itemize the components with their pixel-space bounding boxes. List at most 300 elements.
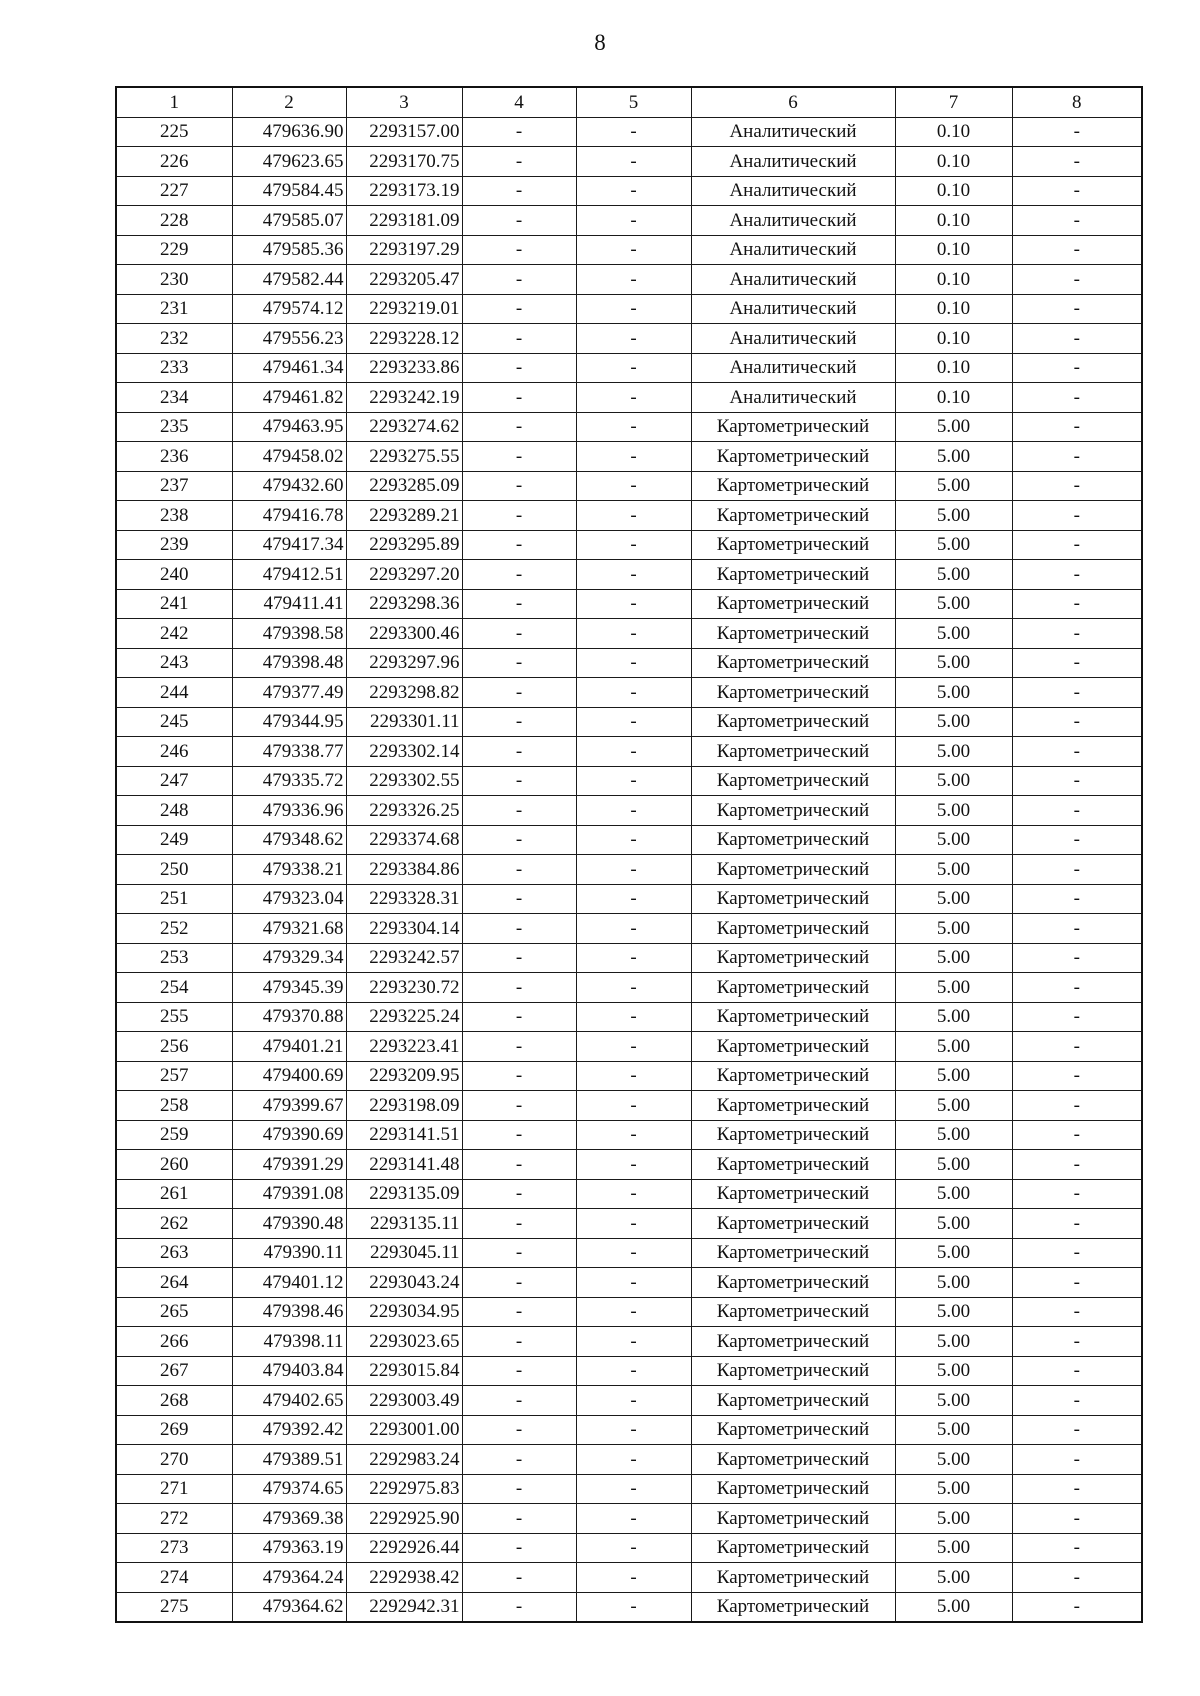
y-coordinate-cell: 2293302.55 <box>346 766 462 796</box>
method-cell: Аналитический <box>691 383 895 413</box>
col4-cell: - <box>462 1209 576 1239</box>
y-coordinate-cell: 2293297.96 <box>346 648 462 678</box>
method-cell: Картометрический <box>691 1386 895 1416</box>
accuracy-cell: 5.00 <box>895 1297 1012 1327</box>
accuracy-cell: 5.00 <box>895 1445 1012 1475</box>
table-row <box>116 1327 1142 1357</box>
table-row <box>116 914 1142 944</box>
point-number-cell: 263 <box>116 1238 232 1268</box>
col5-cell: - <box>576 1474 691 1504</box>
col4-cell: - <box>462 648 576 678</box>
method-cell: Картометрический <box>691 471 895 501</box>
col5-cell: - <box>576 914 691 944</box>
col8-cell: - <box>1012 1002 1142 1032</box>
x-coordinate-cell: 479336.96 <box>232 796 346 826</box>
col8-cell: - <box>1012 1533 1142 1563</box>
col4-cell: - <box>462 1533 576 1563</box>
y-coordinate-cell: 2293219.01 <box>346 294 462 324</box>
col8-cell: - <box>1012 471 1142 501</box>
col8-cell: - <box>1012 1356 1142 1386</box>
col5-cell: - <box>576 707 691 737</box>
table-row <box>116 766 1142 796</box>
table-row <box>116 265 1142 295</box>
col4-cell: - <box>462 1504 576 1534</box>
x-coordinate-cell: 479374.65 <box>232 1474 346 1504</box>
table-row <box>116 825 1142 855</box>
table-row <box>116 1386 1142 1416</box>
method-cell: Картометрический <box>691 1504 895 1534</box>
x-coordinate-cell: 479556.23 <box>232 324 346 354</box>
col5-cell: - <box>576 796 691 826</box>
table-row <box>116 589 1142 619</box>
accuracy-cell: 0.10 <box>895 206 1012 236</box>
col8-cell: - <box>1012 324 1142 354</box>
table-row <box>116 1297 1142 1327</box>
x-coordinate-cell: 479402.65 <box>232 1386 346 1416</box>
y-coordinate-cell: 2293301.11 <box>346 707 462 737</box>
table-row <box>116 1150 1142 1180</box>
col4-cell: - <box>462 147 576 177</box>
y-coordinate-cell: 2293045.11 <box>346 1238 462 1268</box>
method-cell: Картометрический <box>691 1150 895 1180</box>
col8-cell: - <box>1012 1445 1142 1475</box>
table-row <box>116 737 1142 767</box>
x-coordinate-cell: 479461.34 <box>232 353 346 383</box>
point-number-cell: 248 <box>116 796 232 826</box>
x-coordinate-cell: 479582.44 <box>232 265 346 295</box>
accuracy-cell: 5.00 <box>895 766 1012 796</box>
col8-cell: - <box>1012 1297 1142 1327</box>
col5-cell: - <box>576 1268 691 1298</box>
x-coordinate-cell: 479400.69 <box>232 1061 346 1091</box>
col8-cell: - <box>1012 737 1142 767</box>
accuracy-cell: 5.00 <box>895 1592 1012 1622</box>
accuracy-cell: 5.00 <box>895 914 1012 944</box>
column-header: 1 <box>116 87 232 117</box>
y-coordinate-cell: 2293230.72 <box>346 973 462 1003</box>
col5-cell: - <box>576 501 691 531</box>
col4-cell: - <box>462 1386 576 1416</box>
point-number-cell: 266 <box>116 1327 232 1357</box>
col5-cell: - <box>576 678 691 708</box>
method-cell: Картометрический <box>691 1415 895 1445</box>
point-number-cell: 240 <box>116 560 232 590</box>
method-cell: Картометрический <box>691 648 895 678</box>
col5-cell: - <box>576 648 691 678</box>
col4-cell: - <box>462 324 576 354</box>
accuracy-cell: 5.00 <box>895 1179 1012 1209</box>
y-coordinate-cell: 2293205.47 <box>346 265 462 295</box>
col5-cell: - <box>576 265 691 295</box>
accuracy-cell: 5.00 <box>895 678 1012 708</box>
accuracy-cell: 5.00 <box>895 1386 1012 1416</box>
accuracy-cell: 5.00 <box>895 412 1012 442</box>
col5-cell: - <box>576 235 691 265</box>
point-number-cell: 259 <box>116 1120 232 1150</box>
method-cell: Картометрический <box>691 1533 895 1563</box>
col8-cell: - <box>1012 442 1142 472</box>
y-coordinate-cell: 2293285.09 <box>346 471 462 501</box>
accuracy-cell: 5.00 <box>895 1120 1012 1150</box>
x-coordinate-cell: 479398.58 <box>232 619 346 649</box>
point-number-cell: 242 <box>116 619 232 649</box>
table-row <box>116 1061 1142 1091</box>
point-number-cell: 267 <box>116 1356 232 1386</box>
table-row <box>116 501 1142 531</box>
x-coordinate-cell: 479636.90 <box>232 117 346 147</box>
col4-cell: - <box>462 235 576 265</box>
col5-cell: - <box>576 560 691 590</box>
method-cell: Картометрический <box>691 1032 895 1062</box>
accuracy-cell: 5.00 <box>895 707 1012 737</box>
method-cell: Аналитический <box>691 117 895 147</box>
y-coordinate-cell: 2293198.09 <box>346 1091 462 1121</box>
col4-cell: - <box>462 973 576 1003</box>
x-coordinate-cell: 479585.36 <box>232 235 346 265</box>
x-coordinate-cell: 479458.02 <box>232 442 346 472</box>
table-row <box>116 1032 1142 1062</box>
col8-cell: - <box>1012 1150 1142 1180</box>
accuracy-cell: 5.00 <box>895 1238 1012 1268</box>
point-number-cell: 226 <box>116 147 232 177</box>
col5-cell: - <box>576 471 691 501</box>
col8-cell: - <box>1012 206 1142 236</box>
col4-cell: - <box>462 265 576 295</box>
y-coordinate-cell: 2293209.95 <box>346 1061 462 1091</box>
x-coordinate-cell: 479363.19 <box>232 1533 346 1563</box>
col5-cell: - <box>576 766 691 796</box>
accuracy-cell: 0.10 <box>895 353 1012 383</box>
col5-cell: - <box>576 1150 691 1180</box>
col5-cell: - <box>576 1061 691 1091</box>
x-coordinate-cell: 479389.51 <box>232 1445 346 1475</box>
table-body <box>116 117 1142 1622</box>
col4-cell: - <box>462 737 576 767</box>
x-coordinate-cell: 479461.82 <box>232 383 346 413</box>
x-coordinate-cell: 479364.62 <box>232 1592 346 1622</box>
table-row <box>116 796 1142 826</box>
col4-cell: - <box>462 766 576 796</box>
method-cell: Аналитический <box>691 294 895 324</box>
col8-cell: - <box>1012 265 1142 295</box>
col4-cell: - <box>462 943 576 973</box>
point-number-cell: 247 <box>116 766 232 796</box>
accuracy-cell: 5.00 <box>895 796 1012 826</box>
col8-cell: - <box>1012 353 1142 383</box>
col8-cell: - <box>1012 619 1142 649</box>
column-header: 5 <box>576 87 691 117</box>
y-coordinate-cell: 2293170.75 <box>346 147 462 177</box>
point-number-cell: 225 <box>116 117 232 147</box>
col8-cell: - <box>1012 560 1142 590</box>
table-row <box>116 353 1142 383</box>
method-cell: Картометрический <box>691 943 895 973</box>
x-coordinate-cell: 479584.45 <box>232 176 346 206</box>
x-coordinate-cell: 479623.65 <box>232 147 346 177</box>
page-number: 8 <box>594 30 606 55</box>
table-row <box>116 471 1142 501</box>
point-number-cell: 254 <box>116 973 232 1003</box>
method-cell: Картометрический <box>691 1592 895 1622</box>
accuracy-cell: 5.00 <box>895 530 1012 560</box>
table-row <box>116 235 1142 265</box>
col8-cell: - <box>1012 1386 1142 1416</box>
y-coordinate-cell: 2293015.84 <box>346 1356 462 1386</box>
method-cell: Аналитический <box>691 353 895 383</box>
col4-cell: - <box>462 619 576 649</box>
point-number-cell: 265 <box>116 1297 232 1327</box>
x-coordinate-cell: 479416.78 <box>232 501 346 531</box>
col4-cell: - <box>462 707 576 737</box>
table-row <box>116 1445 1142 1475</box>
accuracy-cell: 0.10 <box>895 383 1012 413</box>
col8-cell: - <box>1012 1209 1142 1239</box>
x-coordinate-cell: 479412.51 <box>232 560 346 590</box>
y-coordinate-cell: 2293141.48 <box>346 1150 462 1180</box>
accuracy-cell: 0.10 <box>895 294 1012 324</box>
x-coordinate-cell: 479369.38 <box>232 1504 346 1534</box>
point-number-cell: 273 <box>116 1533 232 1563</box>
col8-cell: - <box>1012 796 1142 826</box>
x-coordinate-cell: 479463.95 <box>232 412 346 442</box>
y-coordinate-cell: 2293135.09 <box>346 1179 462 1209</box>
x-coordinate-cell: 479344.95 <box>232 707 346 737</box>
y-coordinate-cell: 2293275.55 <box>346 442 462 472</box>
col4-cell: - <box>462 206 576 236</box>
point-number-cell: 250 <box>116 855 232 885</box>
point-number-cell: 255 <box>116 1002 232 1032</box>
y-coordinate-cell: 2293001.00 <box>346 1415 462 1445</box>
table-row <box>116 1091 1142 1121</box>
x-coordinate-cell: 479398.48 <box>232 648 346 678</box>
y-coordinate-cell: 2293135.11 <box>346 1209 462 1239</box>
table-row <box>116 1415 1142 1445</box>
table-row <box>116 1238 1142 1268</box>
col5-cell: - <box>576 353 691 383</box>
point-number-cell: 244 <box>116 678 232 708</box>
table-row <box>116 1268 1142 1298</box>
method-cell: Картометрический <box>691 1445 895 1475</box>
x-coordinate-cell: 479323.04 <box>232 884 346 914</box>
col4-cell: - <box>462 914 576 944</box>
table-row <box>116 1474 1142 1504</box>
point-number-cell: 241 <box>116 589 232 619</box>
point-number-cell: 237 <box>116 471 232 501</box>
table-row <box>116 206 1142 236</box>
method-cell: Картометрический <box>691 737 895 767</box>
col8-cell: - <box>1012 1415 1142 1445</box>
table-row <box>116 943 1142 973</box>
y-coordinate-cell: 2292926.44 <box>346 1533 462 1563</box>
col5-cell: - <box>576 1297 691 1327</box>
point-number-cell: 239 <box>116 530 232 560</box>
method-cell: Картометрический <box>691 1209 895 1239</box>
column-header: 6 <box>691 87 895 117</box>
col4-cell: - <box>462 1268 576 1298</box>
table-row <box>116 442 1142 472</box>
x-coordinate-cell: 479398.11 <box>232 1327 346 1357</box>
y-coordinate-cell: 2293157.00 <box>346 117 462 147</box>
col5-cell: - <box>576 1592 691 1622</box>
col8-cell: - <box>1012 825 1142 855</box>
col8-cell: - <box>1012 117 1142 147</box>
table-row <box>116 1209 1142 1239</box>
col8-cell: - <box>1012 176 1142 206</box>
accuracy-cell: 5.00 <box>895 943 1012 973</box>
accuracy-cell: 0.10 <box>895 324 1012 354</box>
point-number-cell: 245 <box>116 707 232 737</box>
y-coordinate-cell: 2293297.20 <box>346 560 462 590</box>
point-number-cell: 228 <box>116 206 232 236</box>
method-cell: Картометрический <box>691 1297 895 1327</box>
method-cell: Картометрический <box>691 530 895 560</box>
col8-cell: - <box>1012 501 1142 531</box>
table-row <box>116 1356 1142 1386</box>
point-number-cell: 271 <box>116 1474 232 1504</box>
col8-cell: - <box>1012 1061 1142 1091</box>
table-row <box>116 1533 1142 1563</box>
col5-cell: - <box>576 383 691 413</box>
x-coordinate-cell: 479391.29 <box>232 1150 346 1180</box>
col8-cell: - <box>1012 383 1142 413</box>
col5-cell: - <box>576 1179 691 1209</box>
accuracy-cell: 5.00 <box>895 1327 1012 1357</box>
y-coordinate-cell: 2292942.31 <box>346 1592 462 1622</box>
method-cell: Картометрический <box>691 973 895 1003</box>
y-coordinate-cell: 2292938.42 <box>346 1563 462 1593</box>
col4-cell: - <box>462 1445 576 1475</box>
point-number-cell: 232 <box>116 324 232 354</box>
method-cell: Аналитический <box>691 147 895 177</box>
col4-cell: - <box>462 1150 576 1180</box>
x-coordinate-cell: 479329.34 <box>232 943 346 973</box>
table-row <box>116 294 1142 324</box>
x-coordinate-cell: 479574.12 <box>232 294 346 324</box>
method-cell: Картометрический <box>691 412 895 442</box>
x-coordinate-cell: 479401.21 <box>232 1032 346 1062</box>
y-coordinate-cell: 2293043.24 <box>346 1268 462 1298</box>
col5-cell: - <box>576 1504 691 1534</box>
col4-cell: - <box>462 294 576 324</box>
point-number-cell: 262 <box>116 1209 232 1239</box>
method-cell: Картометрический <box>691 1474 895 1504</box>
method-cell: Картометрический <box>691 678 895 708</box>
y-coordinate-cell: 2293242.19 <box>346 383 462 413</box>
y-coordinate-cell: 2293274.62 <box>346 412 462 442</box>
col5-cell: - <box>576 973 691 1003</box>
accuracy-cell: 5.00 <box>895 1002 1012 1032</box>
point-number-cell: 275 <box>116 1592 232 1622</box>
y-coordinate-cell: 2293228.12 <box>346 324 462 354</box>
table-row <box>116 619 1142 649</box>
method-cell: Картометрический <box>691 1268 895 1298</box>
y-coordinate-cell: 2293141.51 <box>346 1120 462 1150</box>
point-number-cell: 257 <box>116 1061 232 1091</box>
col4-cell: - <box>462 412 576 442</box>
col4-cell: - <box>462 1474 576 1504</box>
col4-cell: - <box>462 1091 576 1121</box>
point-number-cell: 227 <box>116 176 232 206</box>
point-number-cell: 261 <box>116 1179 232 1209</box>
point-number-cell: 251 <box>116 884 232 914</box>
col4-cell: - <box>462 442 576 472</box>
col8-cell: - <box>1012 1268 1142 1298</box>
y-coordinate-cell: 2293242.57 <box>346 943 462 973</box>
table-row <box>116 117 1142 147</box>
col5-cell: - <box>576 1002 691 1032</box>
x-coordinate-cell: 479370.88 <box>232 1002 346 1032</box>
col5-cell: - <box>576 1091 691 1121</box>
col8-cell: - <box>1012 1091 1142 1121</box>
table-header-row <box>116 87 1142 117</box>
method-cell: Аналитический <box>691 206 895 236</box>
table-row <box>116 147 1142 177</box>
y-coordinate-cell: 2293298.36 <box>346 589 462 619</box>
col4-cell: - <box>462 855 576 885</box>
x-coordinate-cell: 479390.11 <box>232 1238 346 1268</box>
method-cell: Картометрический <box>691 442 895 472</box>
col8-cell: - <box>1012 1238 1142 1268</box>
col8-cell: - <box>1012 412 1142 442</box>
point-number-cell: 243 <box>116 648 232 678</box>
point-number-cell: 233 <box>116 353 232 383</box>
col4-cell: - <box>462 1592 576 1622</box>
col5-cell: - <box>576 943 691 973</box>
y-coordinate-cell: 2293304.14 <box>346 914 462 944</box>
method-cell: Картометрический <box>691 1356 895 1386</box>
y-coordinate-cell: 2293328.31 <box>346 884 462 914</box>
col5-cell: - <box>576 1415 691 1445</box>
y-coordinate-cell: 2293298.82 <box>346 678 462 708</box>
y-coordinate-cell: 2293197.29 <box>346 235 462 265</box>
accuracy-cell: 5.00 <box>895 884 1012 914</box>
table-row <box>116 973 1142 1003</box>
point-number-cell: 236 <box>116 442 232 472</box>
x-coordinate-cell: 479398.46 <box>232 1297 346 1327</box>
method-cell: Аналитический <box>691 235 895 265</box>
col5-cell: - <box>576 1238 691 1268</box>
point-number-cell: 235 <box>116 412 232 442</box>
col5-cell: - <box>576 1032 691 1062</box>
y-coordinate-cell: 2293300.46 <box>346 619 462 649</box>
method-cell: Картометрический <box>691 1061 895 1091</box>
col4-cell: - <box>462 796 576 826</box>
col4-cell: - <box>462 1297 576 1327</box>
col8-cell: - <box>1012 766 1142 796</box>
method-cell: Аналитический <box>691 176 895 206</box>
method-cell: Картометрический <box>691 707 895 737</box>
col5-cell: - <box>576 1386 691 1416</box>
x-coordinate-cell: 479321.68 <box>232 914 346 944</box>
col5-cell: - <box>576 530 691 560</box>
table-row <box>116 383 1142 413</box>
col4-cell: - <box>462 176 576 206</box>
column-header: 8 <box>1012 87 1142 117</box>
y-coordinate-cell: 2293223.41 <box>346 1032 462 1062</box>
y-coordinate-cell: 2293003.49 <box>346 1386 462 1416</box>
col8-cell: - <box>1012 1592 1142 1622</box>
method-cell: Картометрический <box>691 766 895 796</box>
table-row <box>116 1563 1142 1593</box>
col5-cell: - <box>576 1533 691 1563</box>
method-cell: Картометрический <box>691 1120 895 1150</box>
col4-cell: - <box>462 1179 576 1209</box>
y-coordinate-cell: 2293173.19 <box>346 176 462 206</box>
table-row <box>116 176 1142 206</box>
y-coordinate-cell: 2293181.09 <box>346 206 462 236</box>
accuracy-cell: 5.00 <box>895 619 1012 649</box>
table-row <box>116 855 1142 885</box>
